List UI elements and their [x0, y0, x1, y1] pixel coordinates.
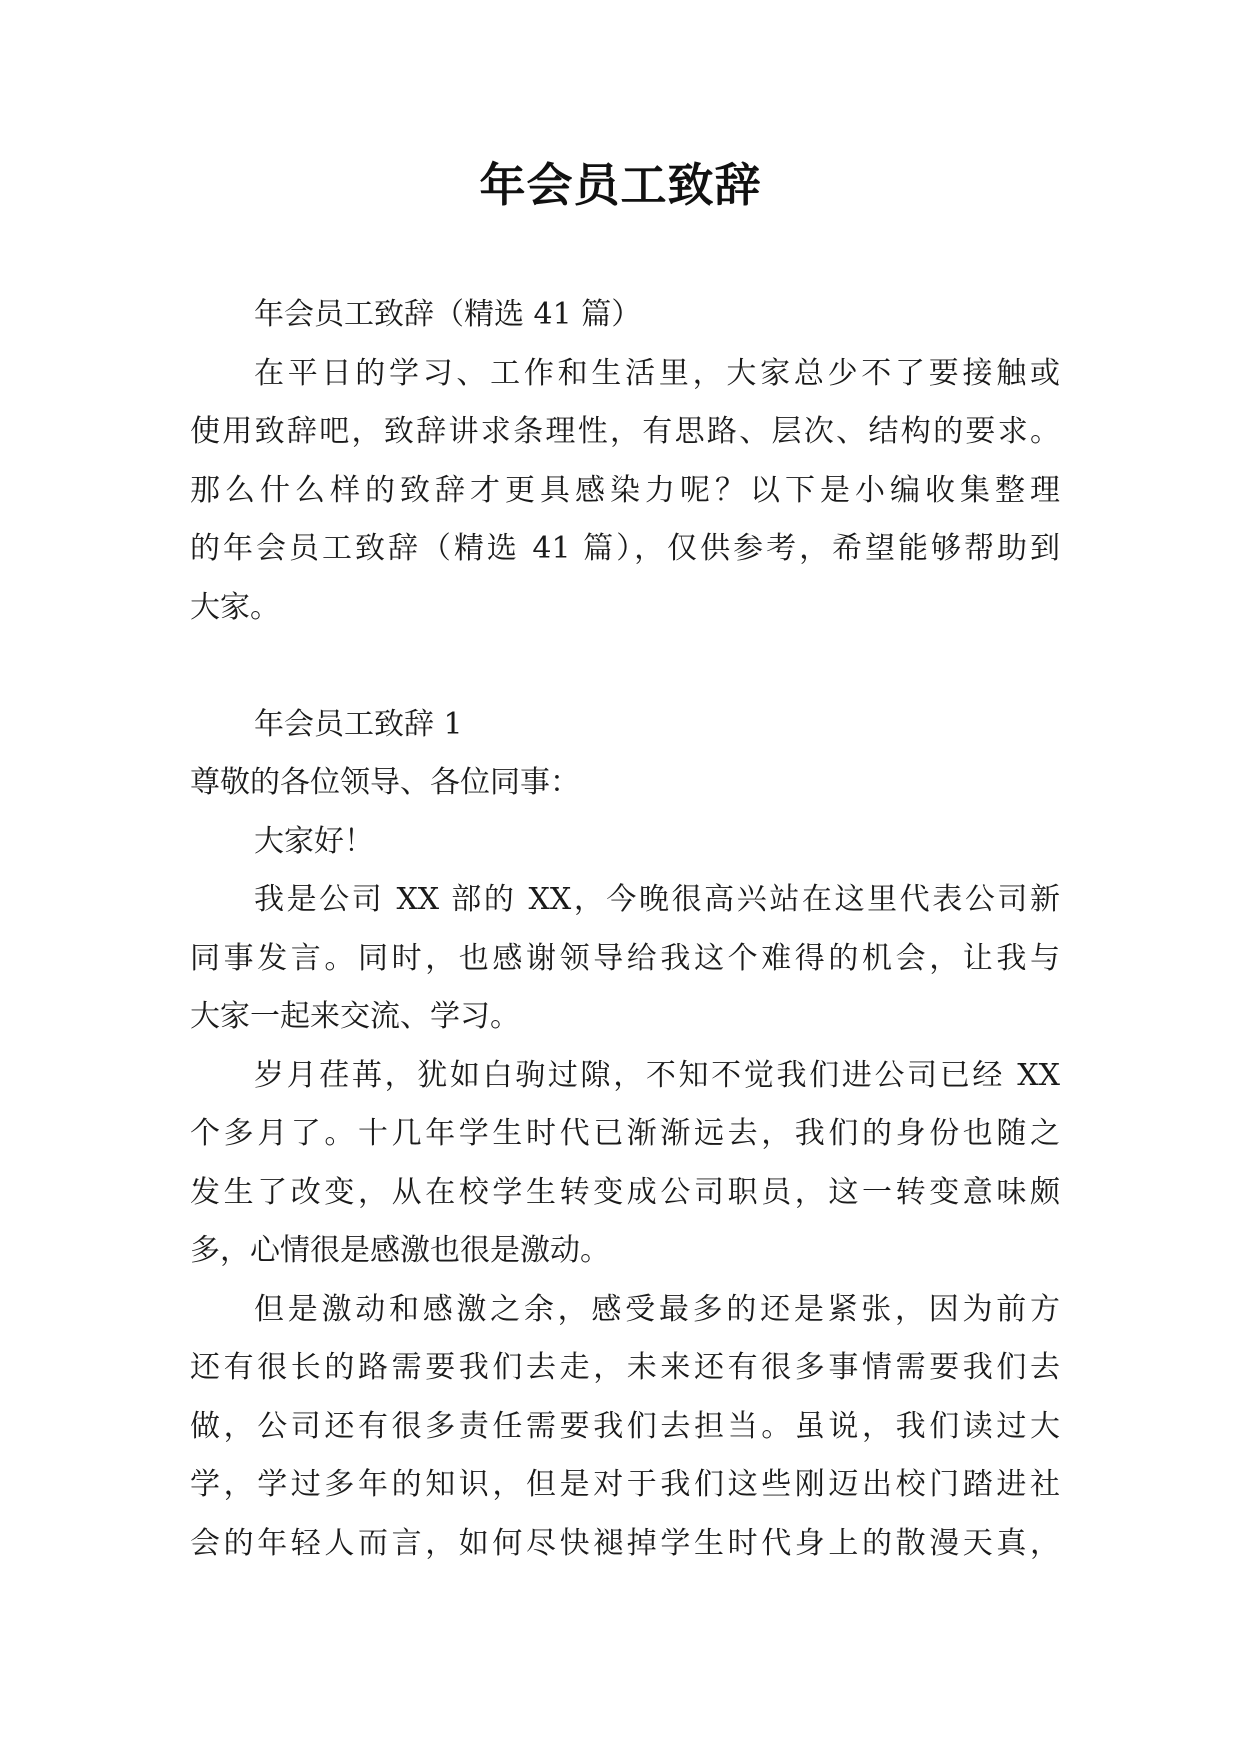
paragraph-line: 同事发言。同时，也感谢领导给我这个难得的机会，让我与 [190, 940, 1060, 976]
salutation: 尊敬的各位领导、各位同事： [190, 765, 580, 800]
paragraph-gap [190, 637, 1060, 696]
intro-line: 大家。 [190, 589, 280, 625]
intro-line: 使用致辞吧，致辞讲求条理性，有思路、层次、结构的要求。 [190, 414, 1060, 449]
intro-line: 在平日的学习、工作和生活里，大家总少不了要接触或 [254, 355, 1060, 391]
paragraph-line: 做，公司还有很多责任需要我们去担当。虽说，我们读过大 [190, 1408, 1060, 1444]
paragraph-line: 发生了改变，从在校学生转变成公司职员，这一转变意味颇 [190, 1174, 1060, 1210]
document-title: 年会员工致辞 [479, 158, 762, 212]
intro-line: 的年会员工致辞（精选 41 篇），仅供参考，希望能够帮助到 [190, 531, 1060, 566]
paragraph-line: 还有很长的路需要我们去走，未来还有很多事情需要我们去 [190, 1350, 1060, 1385]
paragraph-line: 会的年轻人而言，如何尽快褪掉学生时代身上的散漫天真， [190, 1525, 1060, 1561]
paragraph-line: 多，心情很是感激也很是激动。 [190, 1233, 610, 1268]
intro-subtitle: 年会员工致辞（精选 41 篇） [254, 297, 642, 332]
paragraph-line: 大家一起来交流、学习。 [190, 999, 520, 1034]
paragraph-line: 学，学过多年的知识，但是对于我们这些刚迈出校门踏进社 [190, 1467, 1060, 1502]
intro-line: 那么什么样的致辞才更具感染力呢？以下是小编收集整理 [190, 472, 1060, 508]
paragraph-line: 但是激动和感激之余，感受最多的还是紧张，因为前方 [254, 1291, 1060, 1327]
paragraph-line: 岁月荏苒，犹如白驹过隙，不知不觉我们进公司已经 XX [254, 1057, 1060, 1093]
document-body [190, 286, 1060, 1573]
paragraph-line: 我是公司 XX 部的 XX，今晚很高兴站在这里代表公司新 [254, 882, 1060, 917]
paragraph-line: 个多月了。十几年学生时代已渐渐远去，我们的身份也随之 [190, 1116, 1060, 1151]
section-heading: 年会员工致辞 1 [254, 706, 463, 742]
greeting: 大家好！ [254, 823, 374, 859]
